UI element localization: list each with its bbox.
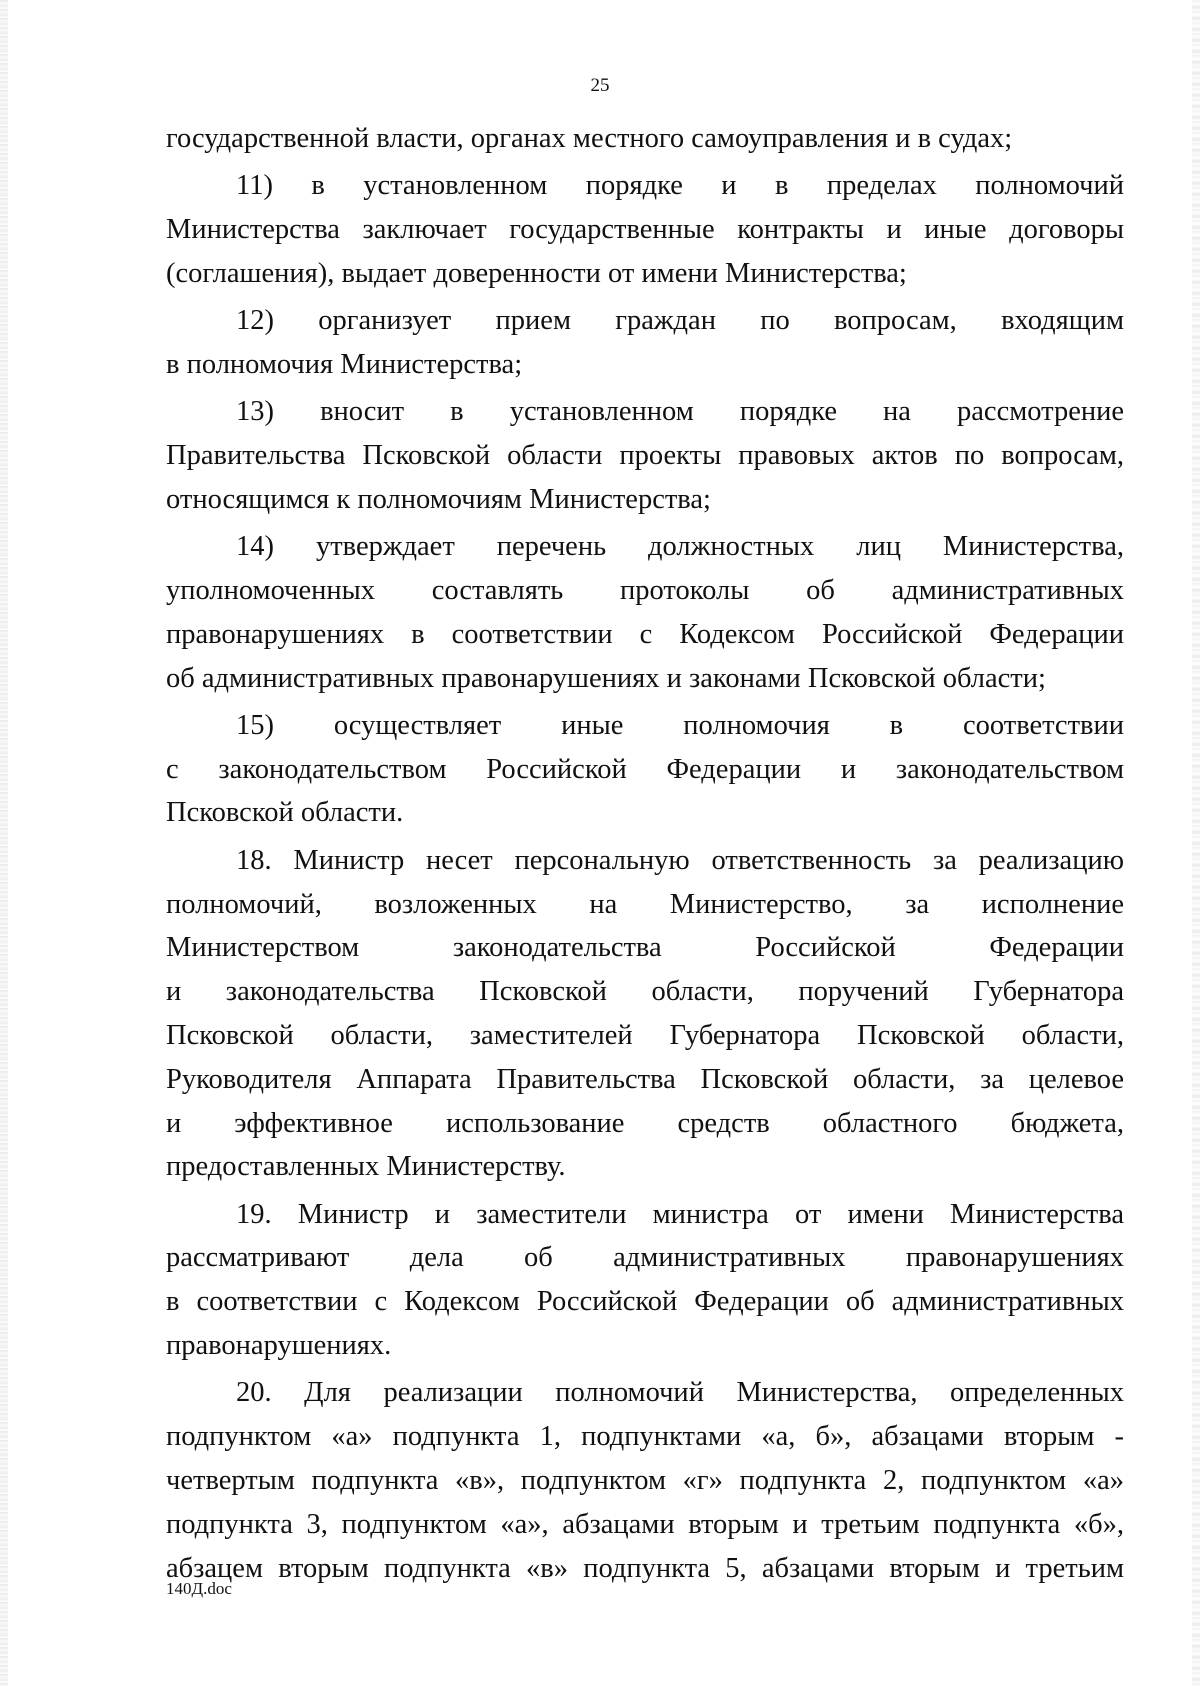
text-line: с законодательством Российской Федерации и законодательством (166, 753, 1124, 785)
text-line: правонарушениях. (166, 1330, 392, 1362)
text-line: правонарушениях в соответствии с Кодексом Российской Федерации (166, 618, 1124, 650)
text-line: 15) осуществляет иные полномочия в соответствии (236, 709, 1124, 741)
text-line: Министерством законодательства Российской Федерации (166, 932, 1124, 964)
text-line: (соглашения), выдает доверенности от имени Министерства; (166, 257, 907, 289)
paragraph-p14 (166, 525, 1124, 700)
scan-edge-right (1192, 0, 1200, 1686)
text-line: подпункта 3, подпунктом «а», абзацами вторым и третьим подпункта «б», (166, 1508, 1124, 1540)
text-line: предоставленных Министерству. (166, 1151, 566, 1183)
footer-filename: 140Д.doc (166, 1579, 232, 1598)
text-line: 19. Министр и заместители министра от имени Министерства (236, 1198, 1124, 1230)
text-line: Псковской области. (166, 797, 404, 829)
text-line: 20. Для реализации полномочий Министерства, определенных (236, 1377, 1124, 1409)
text-line: Правительства Псковской области проекты правовых актов по вопросам, (166, 440, 1124, 472)
paragraph-p0 (166, 117, 1124, 161)
paragraph-p20 (166, 1371, 1124, 1590)
text-line: государственной власти, органах местного самоуправления и в судах; (166, 123, 1013, 154)
text-line: абзацем вторым подпункта «в» подпункта 5, абзацами вторым и третьим (166, 1552, 1124, 1584)
text-line: рассматривают дела об административных правонарушениях (166, 1242, 1124, 1274)
text-line: четвертым подпункта «в», подпунктом «г» подпункта 2, подпунктом «а» (166, 1464, 1124, 1496)
paragraph-p18 (166, 839, 1124, 1189)
text-line: 13) вносит в установленном порядке на рассмотрение (236, 396, 1124, 428)
text-line: 14) утверждает перечень должностных лиц Министерства, (236, 531, 1124, 563)
text-line: Псковской области, заместителей Губернатора Псковской области, (166, 1019, 1124, 1051)
text-line: в соответствии с Кодексом Российской Федерации об административных (166, 1286, 1124, 1318)
text-line: Министерства заключает государственные контракты и иные договоры (166, 214, 1124, 246)
paragraph-p12 (166, 299, 1124, 387)
text-line: относящимся к полномочиям Министерства; (166, 483, 711, 515)
text-line: уполномоченных составлять протоколы об административных (166, 574, 1124, 606)
paragraph-p19 (166, 1193, 1124, 1368)
text-line: и эффективное использование средств областного бюджета, (166, 1107, 1124, 1139)
text-line: об административных правонарушениях и законами Псковской области; (166, 662, 1046, 694)
page-number: 25 (590, 75, 610, 96)
text-line: полномочий, возложенных на Министерство, за исполнение (166, 888, 1124, 920)
text-line: подпунктом «а» подпункта 1, подпунктами «а, б», абзацами вторым - (166, 1421, 1124, 1453)
text-line: 18. Министр несет персональную ответственность за реализацию (236, 844, 1124, 876)
text-line: 12) организует прием граждан по вопросам, входящим (236, 305, 1124, 337)
paragraph-p11 (166, 164, 1124, 295)
paragraph-p15 (166, 704, 1124, 835)
document-body (166, 117, 1124, 1590)
scan-edge-left (0, 0, 8, 1686)
paragraph-p13 (166, 390, 1124, 521)
text-line: и законодательства Псковской области, поручений Губернатора (166, 976, 1124, 1008)
text-line: Руководителя Аппарата Правительства Псковской области, за целевое (166, 1063, 1124, 1095)
text-line: 11) в установленном порядке и в пределах полномочий (236, 170, 1124, 202)
text-line: в полномочия Министерства; (166, 348, 523, 380)
